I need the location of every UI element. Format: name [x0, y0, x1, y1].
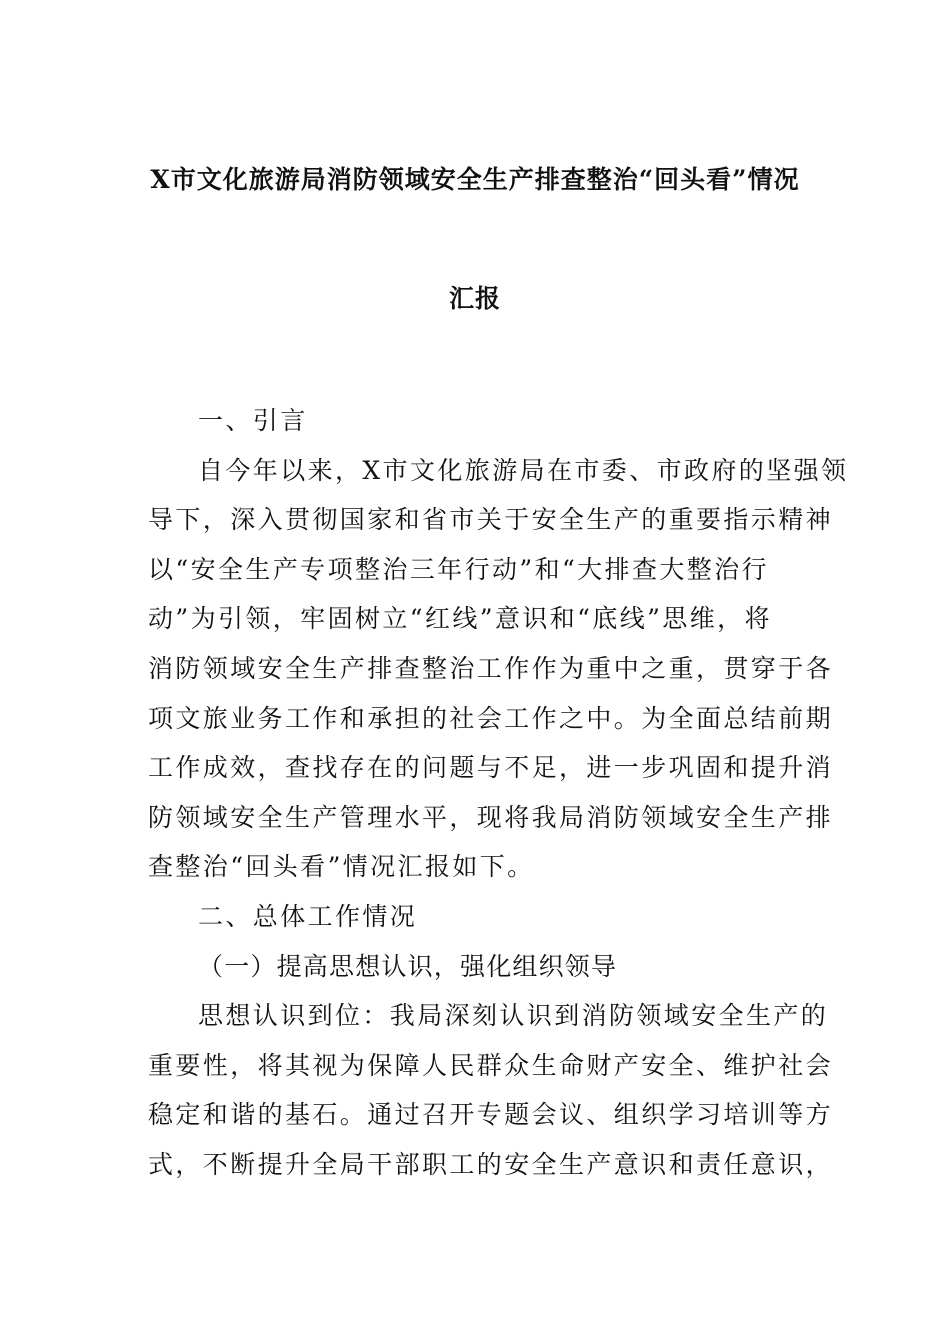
document-title-line-1: X市文化旅游局消防领域安全生产排查整治“回头看”情况	[150, 165, 800, 194]
paragraph-line: 自今年以来，X市文化旅游局在市委、市政府的坚强领	[198, 455, 849, 485]
document-body	[148, 396, 849, 1190]
subsection-heading: （一）提高思想认识，强化组织领导	[198, 951, 618, 981]
paragraph-line: 稳定和谐的基石。通过召开专题会议、组织学习培训等方	[148, 1100, 834, 1130]
paragraph-line: 动”为引领，牢固树立“红线”意识和“底线”思维，将	[148, 604, 772, 634]
section-heading-overall-work: 二、总体工作情况	[198, 901, 418, 931]
paragraph-line: 导下，深入贯彻国家和省市关于安全生产的重要指示精神	[148, 505, 834, 535]
section-heading-introduction: 一、引言	[198, 406, 308, 435]
paragraph-line: 查整治“回头看”情况汇报如下。	[148, 852, 535, 882]
paragraph-line: 工作成效，查找存在的问题与不足，进一步巩固和提升消	[148, 753, 834, 783]
paragraph-line: 式，不断提升全局干部职工的安全生产意识和责任意识，	[148, 1149, 834, 1179]
paragraph-line: 重要性，将其视为保障人民群众生命财产安全、维护社会	[148, 1050, 834, 1080]
paragraph-line: 思想认识到位：我局深刻认识到消防领域安全生产的	[198, 1001, 829, 1031]
paragraph-line: 消防领域安全生产排查整治工作作为重中之重，贯穿于各	[148, 653, 834, 683]
paragraph-line: 项文旅业务工作和承担的社会工作之中。为全面总结前期	[148, 703, 834, 733]
paragraph-line: 防领域安全生产管理水平，现将我局消防领域安全生产排	[148, 802, 834, 832]
paragraph-line: 以“安全生产专项整治三年行动”和“大排查大整治行	[148, 554, 769, 584]
document-title-line-2: 汇报	[448, 284, 501, 313]
